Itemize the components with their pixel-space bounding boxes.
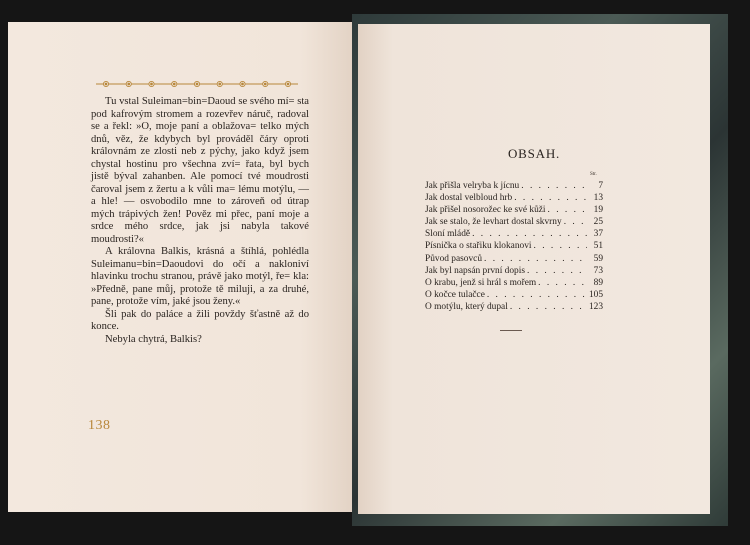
toc-entry — [425, 216, 603, 228]
paragraph: A královna Balkis, krásná a štíhlá, pohlédla Suleimanu=bin=Daoudovi do očí a nakloniví hlavinku trochu stranou, právě jako motýl, ře= kla: »Předně, pane můj, protože tě miluji, a za druhé, pane, protože vím, jaké jsou ženy.« — [91, 246, 309, 307]
paragraph: Tu vstal Suleiman=bin=Daoud se svého mí= sta pod kafrovým stromem a rozevřev náruč, radoval se a řekl: »O, moje paní a oblažova= telko mých dnů, věz, že kdybych byl prováděl čáry oproti královnám ze zlosti neb z pýchy, jako když jsem chystal hostinu pro všechna zví= řata, byl bych jistě býval zahanben. Ale pomocí tvé moudrosti čaroval jsem z žertu a k vůli ma= lému motýlu, — a hle! — osvobodilo mne to zároveň od útrap mých trápivých žen! Pověz mi přec, paní moje a srdce mého srdce, jak jsi nabyla takové moudrosti?« — [91, 96, 309, 245]
toc-leader-dots — [470, 228, 587, 240]
toc-entry-page: 123 — [588, 301, 603, 312]
toc-entry-page: 73 — [593, 265, 603, 276]
toc-leader-dots — [532, 240, 588, 252]
toc-entry-title: Jak přišel nosorožec ke své kůži — [425, 205, 546, 216]
toc-entry-page: 7 — [598, 181, 603, 191]
toc-leader-dots — [519, 180, 587, 192]
toc-entry-page: 13 — [593, 193, 603, 204]
toc-entry-title: O motýlu, který dupal — [425, 301, 508, 312]
toc-leader-dots — [562, 216, 587, 228]
toc-leader-dots — [482, 253, 587, 265]
divider — [500, 330, 522, 331]
paragraph: Šli pak do paláce a žili povždy šťastně až do konce. — [91, 308, 309, 332]
toc-entry — [425, 253, 603, 265]
toc-page-header: Str. — [590, 172, 597, 177]
toc-entry — [425, 192, 603, 204]
toc-entry — [425, 228, 603, 240]
toc-entry-page: 25 — [593, 217, 603, 228]
toc-title: OBSAH. — [507, 146, 561, 161]
toc-entry-title: Písnička o stařiku klokanovi — [425, 241, 532, 252]
toc-leader-dots — [508, 301, 587, 313]
toc-entry — [425, 265, 603, 277]
toc-entry-title: Jak přišla velryba k jícnu — [425, 181, 520, 191]
toc-entry — [425, 301, 603, 313]
paragraph: Nebyla chytrá, Balkis? — [105, 333, 202, 345]
toc-entry-title: O krabu, jenž si hrál s mořem — [425, 277, 537, 288]
toc-entry-page: 59 — [593, 253, 603, 264]
toc-entry-page: 51 — [593, 241, 603, 252]
story-text — [91, 96, 309, 346]
toc-entry-title: Jak dostal velbloud hrb — [425, 193, 513, 204]
toc-entry — [425, 240, 603, 252]
toc-leader-dots — [536, 277, 587, 289]
toc-leader-dots — [512, 192, 587, 204]
toc-entry — [425, 289, 603, 301]
toc-entry-page: 89 — [593, 277, 603, 288]
toc-entry-title: Původ pasovců — [425, 253, 483, 264]
table-of-contents — [425, 180, 603, 313]
toc-entry-title: Jak byl napsán první dopis — [425, 265, 525, 276]
toc-entry — [425, 277, 603, 289]
toc-leader-dots — [485, 289, 587, 301]
toc-entry-title: O kočce tulačce — [425, 289, 485, 300]
toc-entry-title: Sloní mládě — [425, 229, 471, 240]
ornament-band — [96, 80, 298, 88]
toc-entry-page: 105 — [588, 289, 603, 300]
toc-entry-title: Jak se stalo, že levhart dostal skvrny — [425, 217, 562, 228]
toc-entry-page: 19 — [593, 205, 603, 216]
toc-entry-page: 37 — [593, 229, 603, 240]
toc-entry — [425, 204, 603, 216]
toc-leader-dots — [546, 204, 587, 216]
toc-leader-dots — [525, 265, 587, 277]
page-number: 138 — [88, 418, 111, 433]
toc-entry — [425, 180, 603, 192]
